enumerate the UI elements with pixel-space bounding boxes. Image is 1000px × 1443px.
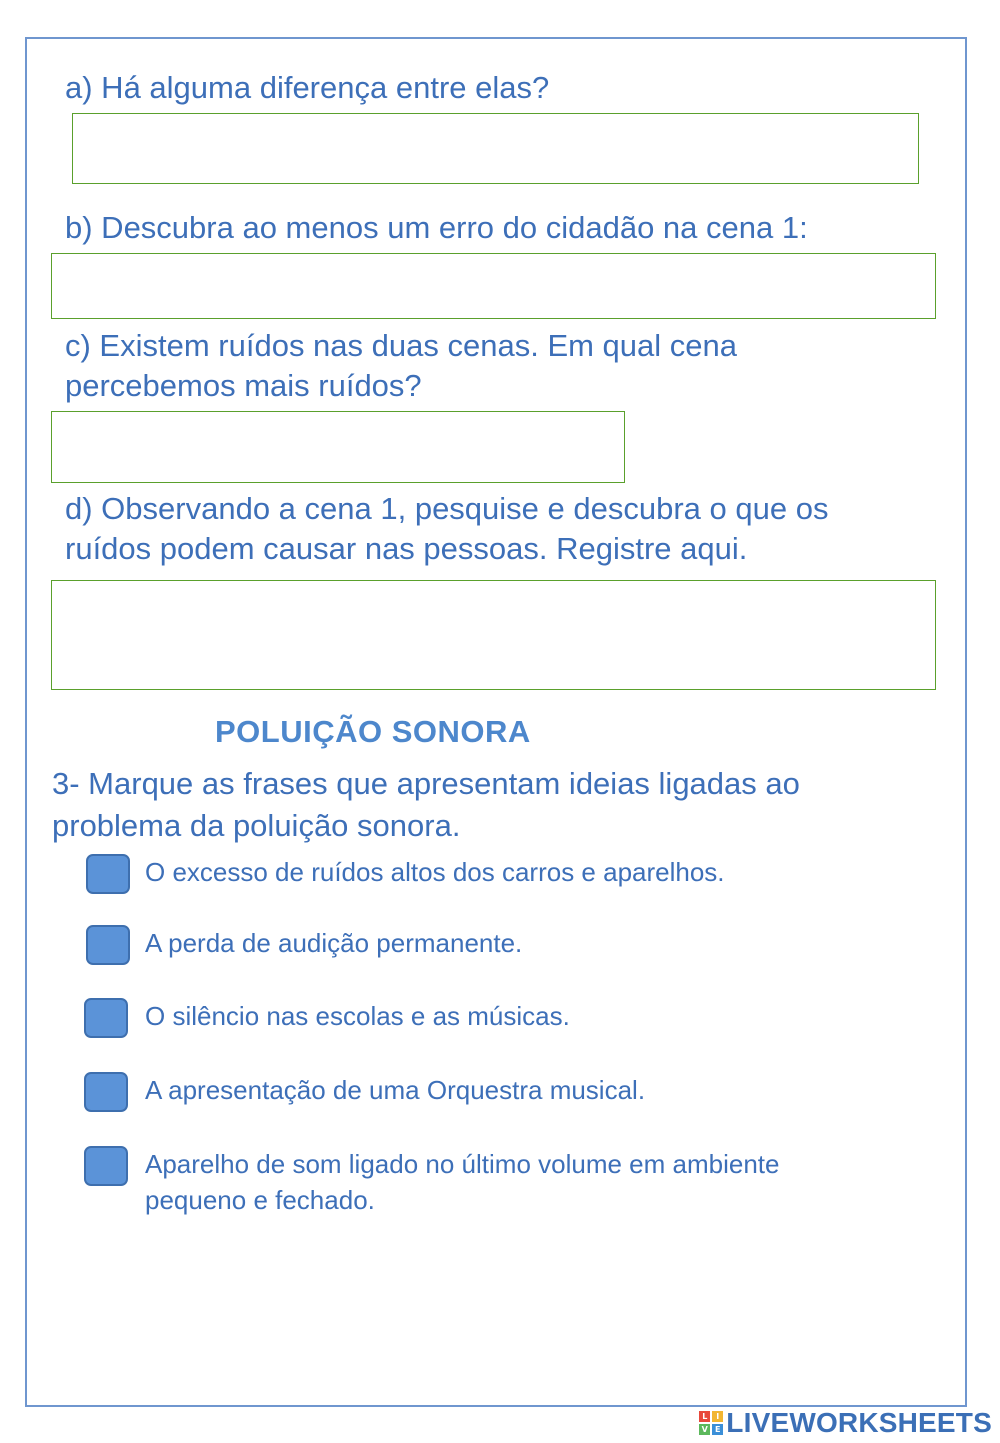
question-d-line1: d) Observando a cena 1, pesquise e descubra o que os <box>65 491 829 526</box>
option-5-label-line2: pequeno e fechado. <box>145 1185 375 1215</box>
instruction-line2: problema da poluição sonora. <box>52 808 461 843</box>
question-a-text: a) Há alguma diferença entre elas? <box>65 70 550 105</box>
option-4-label: A apresentação de uma Orquestra musical. <box>145 1075 646 1105</box>
liveworksheets-logo <box>699 1407 992 1439</box>
option-1-checkbox[interactable] <box>86 854 130 894</box>
brand-name: LIVEWORKSHEETS <box>726 1407 992 1438</box>
option-4-checkbox[interactable] <box>84 1072 128 1112</box>
option-2-checkbox[interactable] <box>86 925 130 965</box>
section-title: POLUIÇÃO SONORA <box>215 714 531 749</box>
answer-b-input[interactable] <box>51 253 936 319</box>
brand-logo-cell-i: I <box>712 1411 723 1422</box>
option-2-label: A perda de audição permanente. <box>145 928 523 958</box>
answer-d-textarea[interactable] <box>51 580 936 690</box>
option-3-label: O silêncio nas escolas e as músicas. <box>145 1001 570 1031</box>
brand-logo-icon <box>699 1411 723 1435</box>
option-4 <box>84 1072 645 1112</box>
question-d-line2: ruídos podem causar nas pessoas. Registre aqui. <box>65 531 748 566</box>
option-5-checkbox[interactable] <box>84 1146 128 1186</box>
answer-c-input[interactable] <box>51 411 625 483</box>
question-c-line2: percebemos mais ruídos? <box>65 368 422 403</box>
option-2 <box>86 925 522 965</box>
brand-logo-cell-l: L <box>699 1411 710 1422</box>
instruction-line1: 3- Marque as frases que apresentam ideias ligadas ao <box>52 766 800 801</box>
option-1-label: O excesso de ruídos altos dos carros e aparelhos. <box>145 857 725 887</box>
option-5-label-line1: Aparelho de som ligado no último volume em ambiente <box>145 1149 780 1179</box>
option-5 <box>84 1146 779 1218</box>
option-3-checkbox[interactable] <box>84 998 128 1038</box>
brand-logo-cell-v: V <box>699 1424 710 1435</box>
brand-logo-cell-e: E <box>712 1424 723 1435</box>
option-1 <box>86 854 725 894</box>
answer-a-input[interactable] <box>72 113 919 184</box>
option-5-label <box>145 1146 779 1218</box>
question-b-text: b) Descubra ao menos um erro do cidadão na cena 1: <box>65 210 808 245</box>
option-3 <box>84 998 570 1038</box>
question-c-line1: c) Existem ruídos nas duas cenas. Em qual cena <box>65 328 737 363</box>
